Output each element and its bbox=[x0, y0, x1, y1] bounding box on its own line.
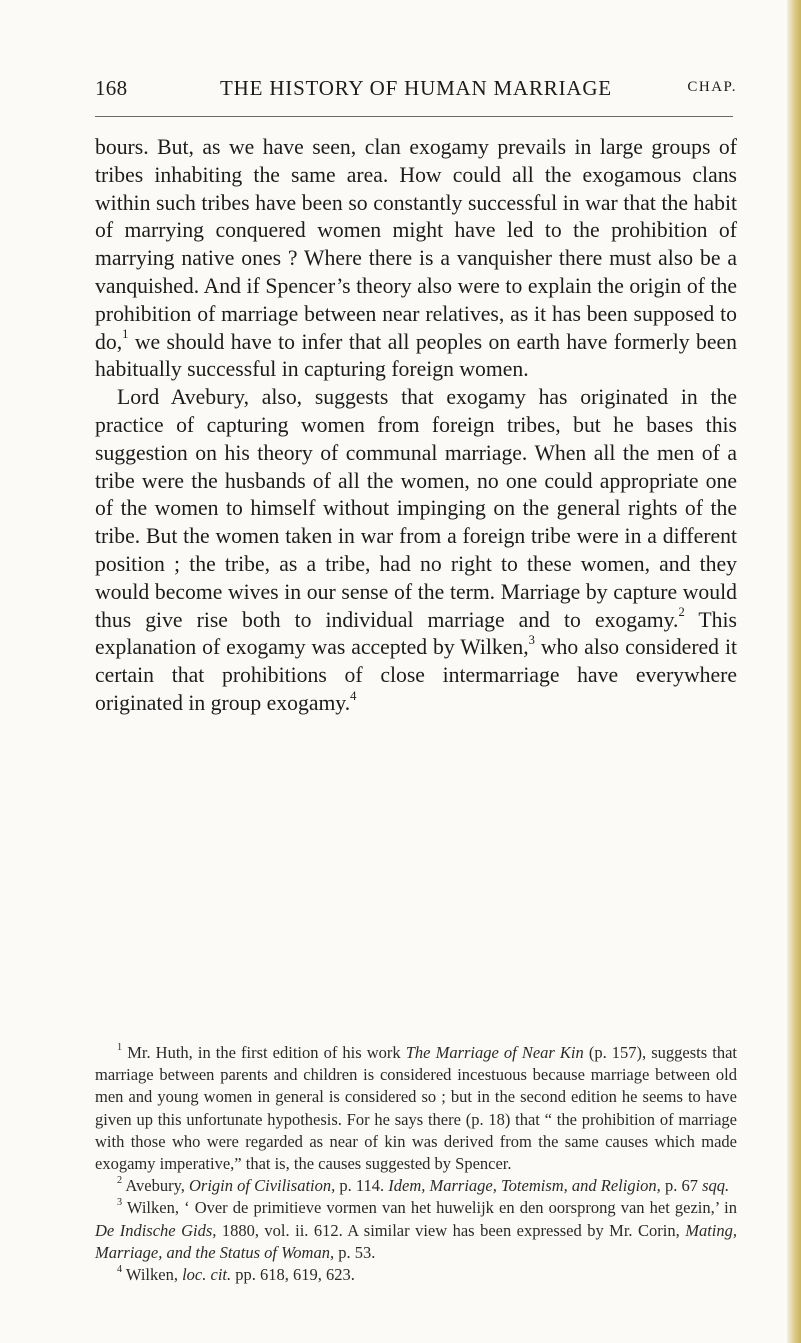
paragraph-1-text-a: bours. But, as we have seen, clan exogamy prevails in large groups of tribes inhabiting the same area. How could all the exogamous clans within such tribes have been so constantly successful in war that the habit of marrying conquered women might have led to the prohibition of marrying native ones ? Where there is a vanquisher there must also be a vanquished. And if Spencer’s theory also were to explain the origin of the prohibition of marriage between near relatives, as it has been supposed to do, bbox=[95, 135, 737, 354]
paragraph-1 bbox=[95, 134, 737, 384]
footnote-3-text-a: Wilken, ‘ Over de primitieve vormen van het huwelijk en den oorsprong van het gezin,’ in bbox=[122, 1198, 737, 1218]
footnote-4-text-a: Wilken, bbox=[122, 1265, 183, 1285]
footnote-2-marker: 2 bbox=[117, 1175, 123, 1187]
footnote-2-title-2: Idem, Marriage, Totemism, and Religion, bbox=[388, 1176, 661, 1196]
footnote-2 bbox=[95, 1175, 737, 1197]
footnote-1-title: The Marriage of Near Kin bbox=[405, 1043, 584, 1062]
footnote-1-text-b: (p. 157), suggests that marriage between parents and children is considered incestuous because marriage between old men and young women in general is considered so ; but in the second edition he seems to have given up this unfortunate hypothesis. For he says there (p. 18) that “ the prohibition of marriage with those who were regarded as near of kin was derived from the same causes which made exogamy imperative,” that is, the causes suggested by Spencer. bbox=[95, 1043, 737, 1174]
footnote-3-text-b: 1880, vol. ii. 612. A similar view has been expressed by Mr. Corin, bbox=[216, 1220, 686, 1240]
footnote-2-title-1: Origin of Civilisation, bbox=[189, 1176, 336, 1196]
header-rule bbox=[95, 116, 733, 117]
footnote-3 bbox=[95, 1197, 737, 1264]
footnote-ref-3: 3 bbox=[528, 633, 535, 648]
running-header bbox=[95, 76, 737, 106]
page-edge bbox=[787, 0, 801, 1343]
footnote-ref-2: 2 bbox=[678, 605, 685, 620]
paragraph-1-text-b: we should have to infer that all peoples on earth have formerly been habitually successful in capturing foreign women. bbox=[95, 329, 737, 382]
footnote-4-title: loc. cit. bbox=[182, 1265, 232, 1285]
paragraph-2 bbox=[95, 384, 737, 718]
footnote-ref-4: 4 bbox=[350, 688, 357, 703]
page-number: 168 bbox=[95, 76, 128, 100]
footnote-1-marker: 1 bbox=[117, 1041, 123, 1053]
paragraph-2-text-c: who also considered it certain that prohibitions of close intermarriage have everywhere originated in group exogamy. bbox=[95, 635, 737, 715]
main-text bbox=[95, 134, 737, 718]
paragraph-2-text-b: This explanation of exogamy was accepted by Wilken, bbox=[95, 607, 737, 660]
footnote-4-text-b: pp. 618, 619, 623. bbox=[231, 1265, 355, 1285]
footnote-2-text-b: p. 114. bbox=[335, 1176, 389, 1196]
footnote-2-text-c: p. 67 bbox=[660, 1176, 703, 1196]
footnote-3-title-1: De Indische Gids, bbox=[95, 1220, 217, 1240]
footnote-3-text-c: p. 53. bbox=[334, 1242, 376, 1262]
footnote-3-title-2: Mating, Marriage, and the Status of Woman, bbox=[95, 1220, 737, 1262]
footnote-2-text-a: Avebury, bbox=[122, 1176, 190, 1196]
footnote-3-marker: 3 bbox=[117, 1197, 123, 1209]
footnote-4-marker: 4 bbox=[117, 1264, 123, 1275]
footnotes bbox=[95, 1042, 737, 1286]
footnote-1-text-a: Mr. Huth, in the first edition of his work bbox=[122, 1043, 406, 1062]
footnote-2-sqq: sqq. bbox=[702, 1176, 730, 1196]
footnote-ref-1: 1 bbox=[122, 327, 129, 342]
running-title: THE HISTORY OF HUMAN MARRIAGE bbox=[220, 76, 612, 100]
chapter-abbrev: CHAP. bbox=[687, 79, 737, 95]
footnote-1 bbox=[95, 1042, 737, 1175]
footnote-4 bbox=[95, 1264, 737, 1286]
paragraph-2-text-a: Lord Avebury, also, suggests that exogamy has originated in the practice of capturing women from foreign tribes, but he bases this suggestion on his theory of communal marriage. When all the men of a tribe were the husbands of all the women, no one could appropriate one of the women to himself without impinging on the general rights of the tribe. But the women taken in war from a foreign tribe were in a different position ; the tribe, as a tribe, had no right to these women, and they would become wives in our sense of the term. Marriage by capture would thus give rise both to individual marriage and to exogamy. bbox=[95, 385, 737, 632]
